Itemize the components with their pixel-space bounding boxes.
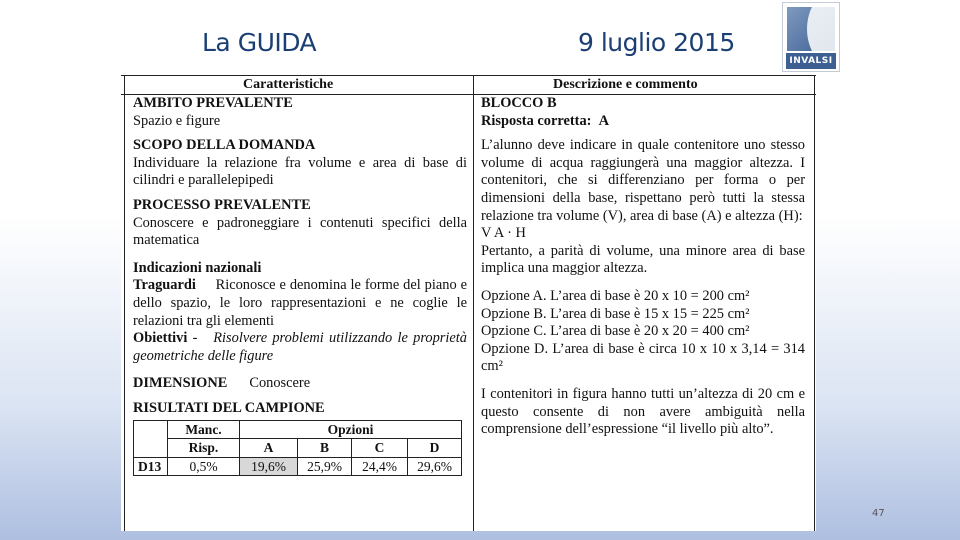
slide-title: La GUIDA [202, 28, 317, 57]
scopo-title: SCOPO DELLA DOMANDA [133, 137, 316, 154]
option-b-text: Opzione B. L’area di base è 15 x 15 = 225 cm² [481, 305, 750, 322]
option-c-text: Opzione C. L’area di base è 20 x 20 = 400 cm² [481, 323, 750, 340]
characteristics-column [133, 95, 467, 476]
table-border-right [814, 75, 815, 531]
results-corner-cell [134, 420, 168, 457]
traguardi-text: Riconosce e denomina le forme del piano e dello spazio, le loro rappresentazioni e ne coglie le relazioni tra gli elementi [133, 277, 467, 329]
description-column [481, 95, 805, 439]
table-border-left [124, 75, 125, 531]
option-d-text: Opzione D. L’area di base è circa 10 x 10 x 3,14 = 314 cm² [481, 340, 805, 375]
obiettivi-label: Obiettivi [133, 330, 188, 347]
results-header-risp: Risp. [168, 439, 240, 458]
results-row-label: D13 [134, 457, 168, 476]
slide-date: 9 luglio 2015 [578, 28, 735, 57]
blocco-label: BLOCCO B [481, 95, 557, 111]
results-value-d: 29,6% [408, 457, 462, 476]
column-header-characteristics: Caratteristiche [243, 77, 334, 92]
logo-mark-icon [787, 7, 835, 51]
results-header-manc: Manc. [168, 420, 240, 439]
option-a-text: Opzione A. L’area di base è 20 x 10 = 200 cm² [481, 287, 750, 304]
results-value-c: 24,4% [352, 457, 408, 476]
results-option-a: A [240, 439, 298, 458]
processo-title: PROCESSO PREVALENTE [133, 196, 311, 213]
processo-text: Conoscere e padroneggiare i contenuti specifici della matematica [133, 214, 467, 249]
obiettivi-dash: - [187, 330, 203, 347]
risposta-label: Risposta corretta: [481, 112, 592, 129]
dimensione-title: DIMENSIONE [133, 375, 228, 392]
invalsi-logo [782, 2, 840, 72]
results-option-c: C [352, 439, 408, 458]
traguardi-label: Traguardi [133, 277, 196, 294]
results-table [133, 420, 462, 477]
dimensione-row [133, 375, 467, 393]
results-value-a: 19,6% [240, 457, 298, 476]
obiettivi-text: Risolvere problemi utilizzando le proprietà geometriche delle figure [133, 330, 467, 364]
scopo-text: Individuare la relazione fra volume e area di base di cilindri e parallelepipedi [133, 154, 467, 189]
results-value-b: 25,9% [298, 457, 352, 476]
table-border-top [121, 75, 816, 76]
conclusion-paragraph: Pertanto, a parità di volume, una minore area di base implica una maggior altezza. [481, 242, 805, 277]
dimensione-value: Conoscere [249, 375, 311, 392]
risultati-title: RISULTATI DEL CAMPIONE [133, 399, 325, 416]
logo-text: INVALSI [786, 53, 836, 69]
column-header-description: Descrizione e commento [553, 77, 698, 92]
ambito-title: AMBITO PREVALENTE [133, 95, 293, 111]
closing-paragraph: I contenitori in figura hanno tutti un’altezza di 20 cm e questo consente di non avere ambiguità nella comprensione dell’espressione “il livello più alto”. [481, 385, 805, 438]
results-header-opzioni: Opzioni [240, 420, 462, 439]
explanation-paragraph: L’alunno deve indicare in quale contenitore uno stesso volume di acqua raggiungerà una maggior altezza. I contenitori, che si differenziano per forma o per dimensioni della base, rispettano però tutti la stessa relazione tra volume (V), area di base (A) e altezza (H): [481, 137, 805, 224]
results-option-b: B [298, 439, 352, 458]
table-divider [473, 75, 474, 531]
obiettivi-block [133, 330, 467, 365]
formula: V A · H [481, 225, 526, 242]
risposta-row [481, 113, 805, 131]
document-scan [121, 75, 816, 531]
page-number: 47 [872, 508, 885, 519]
risposta-value: A [598, 112, 610, 129]
indicazioni-title: Indicazioni nazionali [133, 259, 262, 276]
results-manc-value: 0,5% [168, 457, 240, 476]
traguardi-block [133, 277, 467, 330]
ambito-value: Spazio e figure [133, 112, 221, 129]
results-option-d: D [408, 439, 462, 458]
